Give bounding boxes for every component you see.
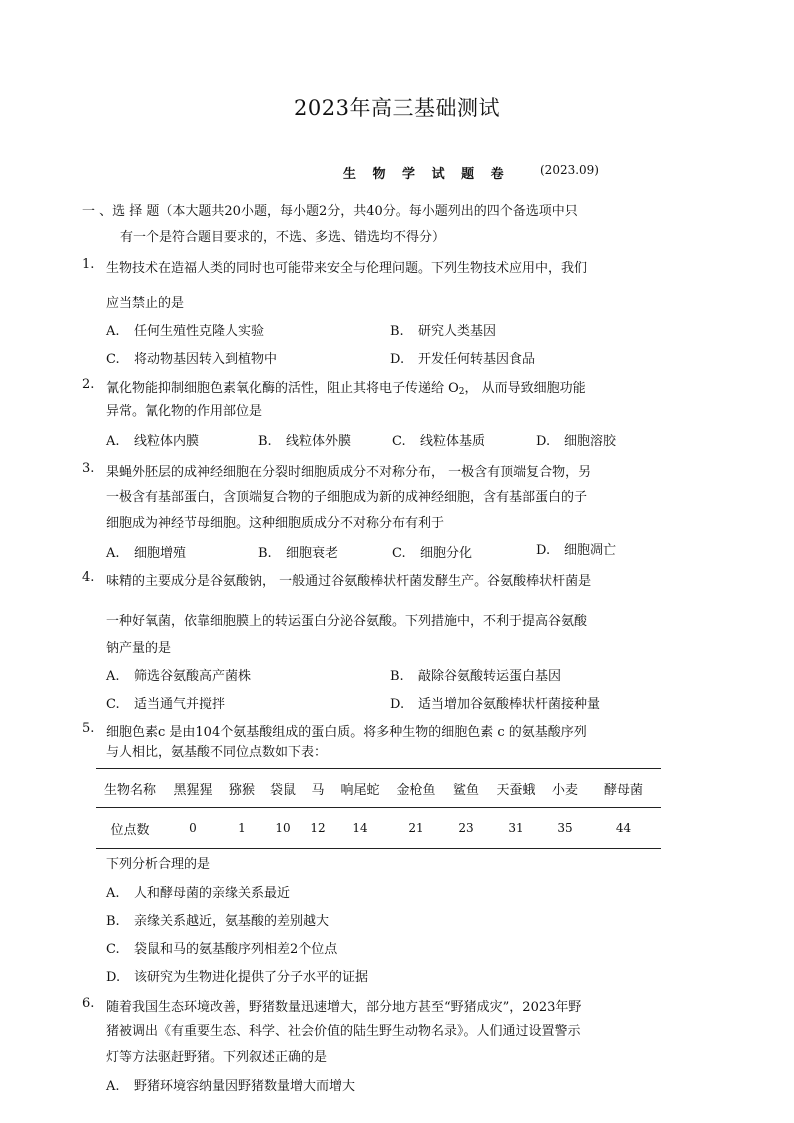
question-stem-line: 异常。氰化物的作用部位是	[106, 404, 263, 419]
option-label: A.	[106, 434, 120, 449]
option-text: 亲缘关系越近，氨基酸的差别越大	[134, 914, 330, 929]
option-text: 线粒体内膜	[134, 434, 200, 449]
question-stem-line	[106, 377, 586, 397]
option-d[interactable]	[536, 430, 616, 449]
option-label: A.	[106, 324, 120, 339]
question-stem-line: 一种好氧菌，依靠细胞膜上的转运蛋白分泌谷氨酸。下列措施中，不利于提高谷氨酸	[106, 614, 588, 629]
option-d[interactable]	[390, 348, 535, 367]
option-a[interactable]	[106, 320, 264, 339]
table-value-row	[96, 808, 661, 849]
option-label: C.	[392, 546, 406, 561]
amino-acid-difference-table	[96, 768, 661, 849]
question-stem-line: 味精的主要成分是谷氨酸钠， 一般通过谷氨酸棒状杆菌发酵生产。谷氨酸棒状杆菌是	[106, 574, 592, 589]
option-a[interactable]	[106, 1075, 355, 1094]
option-label: B.	[258, 434, 272, 449]
organism-cell: 小麦	[544, 769, 586, 808]
option-c[interactable]	[392, 542, 472, 561]
question-number: 2.	[82, 377, 95, 392]
question-number: 3.	[82, 461, 95, 476]
subscript: 2	[458, 387, 465, 397]
option-text: 适当增加谷氨酸棒状杆菌接种量	[418, 697, 601, 712]
exam-subtitle: 生 物 学 试 题 卷	[343, 167, 510, 182]
organism-cell: 猕猴	[222, 769, 262, 808]
option-text: 线粒体基质	[420, 434, 486, 449]
section-heading: 一 、选 择 题（本大题共20小题，每小题2分，共40分。每小题列出的四个备选项中只	[82, 204, 578, 219]
option-d[interactable]	[536, 539, 616, 558]
value-cell: 44	[586, 808, 661, 849]
value-cell: 10	[262, 808, 304, 849]
option-text: 袋鼠和马的氨基酸序列相差2个位点	[134, 942, 338, 957]
organism-cell: 鲨鱼	[444, 769, 488, 808]
question-stem-line: 灯等方法驱赶野猪。下列叙述正确的是	[106, 1050, 328, 1065]
option-label: A.	[106, 886, 120, 901]
question-stem-line: 猪被调出《有重要生态、科学、社会价值的陆生野生动物名录》。人们通过设置警示	[106, 1024, 581, 1039]
option-c[interactable]	[106, 693, 225, 712]
option-label: D.	[390, 697, 405, 712]
option-text: 敲除谷氨酸转运蛋白基因	[418, 669, 562, 684]
option-a[interactable]	[106, 665, 251, 684]
value-cell: 23	[444, 808, 488, 849]
exam-date: (2023.09)	[540, 163, 599, 177]
option-text: 细胞溶胶	[564, 434, 617, 449]
option-text: 细胞凋亡	[564, 543, 617, 558]
organism-cell: 袋鼠	[262, 769, 304, 808]
option-label: D.	[106, 970, 121, 985]
table-value-label: 位点数	[96, 808, 164, 849]
option-text: 野猪环境容纳量因野猪数量增大而增大	[134, 1079, 356, 1094]
option-text: 该研究为生物进化提供了分子水平的证据	[134, 970, 369, 985]
page-title: 2023年高三基础测试	[294, 96, 500, 120]
value-cell: 12	[304, 808, 332, 849]
option-text: 细胞增殖	[134, 546, 187, 561]
option-a[interactable]	[106, 430, 199, 449]
option-label: D.	[390, 352, 405, 367]
option-text: 任何生殖性克隆人实验	[134, 324, 265, 339]
option-text: 线粒体外膜	[286, 434, 352, 449]
question-number: 6.	[82, 996, 95, 1011]
option-text: 适当通气并搅拌	[134, 697, 226, 712]
organism-cell: 马	[304, 769, 332, 808]
option-c[interactable]	[392, 430, 485, 449]
option-label: C.	[106, 942, 120, 957]
organism-cell: 响尾蛇	[332, 769, 388, 808]
question-stem-line: 一极含有基部蛋白，含顶端复合物的子细胞成为新的成神经细胞，含有基部蛋白的子	[106, 490, 588, 505]
option-text: 研究人类基因	[418, 324, 497, 339]
section-heading-cont: 有一个是符合题目要求的，不选、多选、错选均不得分）	[120, 230, 446, 245]
option-label: A.	[106, 1079, 120, 1094]
option-label: D.	[536, 543, 551, 558]
option-a[interactable]	[106, 882, 290, 901]
option-text: 细胞衰老	[286, 546, 339, 561]
option-label: A.	[106, 546, 120, 561]
option-b[interactable]	[258, 542, 338, 561]
option-label: B.	[390, 669, 404, 684]
value-cell: 31	[488, 808, 544, 849]
option-b[interactable]	[390, 320, 496, 339]
option-label: C.	[392, 434, 406, 449]
option-text: 开发任何转基因食品	[418, 352, 536, 367]
value-cell: 0	[164, 808, 222, 849]
option-a[interactable]	[106, 542, 186, 561]
question-stem-line: 随着我国生态环境改善，野猪数量迅速增大，部分地方甚至“野猪成灾”，2023年野	[106, 1000, 582, 1015]
option-label: B.	[390, 324, 404, 339]
option-d[interactable]	[390, 693, 600, 712]
option-label: A.	[106, 669, 120, 684]
organism-cell: 金枪鱼	[388, 769, 444, 808]
question-stem-line: 生物技术在造福人类的同时也可能带来安全与伦理问题。下列生物技术应用中，我们	[106, 261, 588, 276]
question-stem-line: 与人相比，氨基酸不同位点数如下表：	[106, 745, 328, 760]
organism-cell: 酵母菌	[586, 769, 661, 808]
question-stem-line: 下列分析合理的是	[106, 857, 211, 872]
option-label: C.	[106, 352, 120, 367]
option-b[interactable]	[390, 665, 561, 684]
option-b[interactable]	[258, 430, 351, 449]
organism-cell: 天蚕蛾	[488, 769, 544, 808]
organism-cell: 黑猩猩	[164, 769, 222, 808]
question-number: 1.	[82, 257, 95, 272]
option-c[interactable]	[106, 938, 337, 957]
option-b[interactable]	[106, 910, 329, 929]
question-stem-line: 钠产量的是	[106, 641, 172, 656]
question-number: 4.	[82, 570, 95, 585]
option-label: B.	[258, 546, 272, 561]
question-number: 5.	[82, 721, 95, 736]
option-text: 将动物基因转入到植物中	[134, 352, 278, 367]
option-text: 人和酵母菌的亲缘关系最近	[134, 886, 291, 901]
option-text: 筛选谷氨酸高产菌株	[134, 669, 252, 684]
value-cell: 21	[388, 808, 444, 849]
question-stem-line: 果蝇外胚层的成神经细胞在分裂时细胞质成分不对称分布， 一极含有顶端复合物，另	[106, 465, 592, 480]
option-label: D.	[536, 434, 551, 449]
value-cell: 14	[332, 808, 388, 849]
option-c[interactable]	[106, 348, 277, 367]
value-cell: 35	[544, 808, 586, 849]
stem-part: ， 从而导致细胞功能	[464, 381, 586, 396]
option-d[interactable]	[106, 966, 368, 985]
question-stem-line: 应当禁止的是	[106, 296, 185, 311]
stem-part: 氰化物能抑制细胞色素氧化酶的活性，阻止其将电子传递给 O	[106, 381, 459, 396]
option-text: 细胞分化	[420, 546, 473, 561]
question-stem-line: 细胞色素c 是由104个氨基酸组成的蛋白质。将多种生物的细胞色素 c 的氨基酸序列	[106, 725, 587, 740]
table-header-row	[96, 769, 661, 808]
option-label: C.	[106, 697, 120, 712]
value-cell: 1	[222, 808, 262, 849]
question-stem-line: 细胞成为神经节母细胞。这种细胞质成分不对称分布有利于	[106, 516, 445, 531]
table-header-label: 生物名称	[96, 769, 164, 808]
option-label: B.	[106, 914, 120, 929]
